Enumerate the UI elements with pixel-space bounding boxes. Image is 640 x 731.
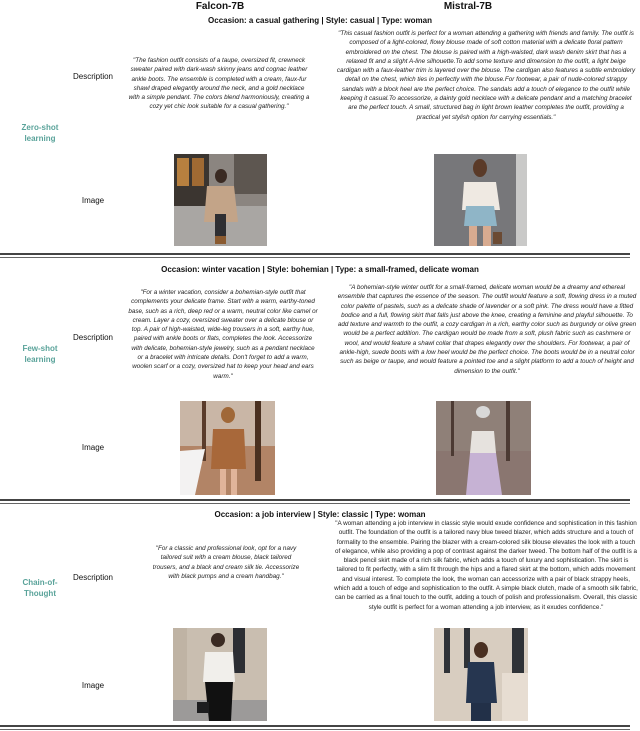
falcon-generated-image <box>180 401 275 495</box>
section-divider <box>0 257 630 258</box>
mistral-generated-image <box>436 401 531 495</box>
mistral-generated-image <box>434 154 527 246</box>
occasion-label: Occasion: a job interview | Style: classic | Type: woman <box>214 510 426 519</box>
method-label-line: learning <box>24 355 56 364</box>
method-label-line: Zero-shot <box>21 123 59 132</box>
method-label-line: learning <box>24 134 56 143</box>
row-label-image: Image <box>81 681 105 690</box>
column-header-mistral: Mistral-7B <box>443 1 493 12</box>
row-label-description: Description <box>72 72 113 81</box>
row-label-image: Image <box>81 196 105 205</box>
mistral-description: "A bohemian-style winter outfit for a small-framed, delicate woman would be a dreamy and ethereal ensemble that captures the essence of the season. The outfit would feature a soft, flowing dress in a muted color palette of pastels, such as a delicate shade of lavender or a soft pink. The dress would have a fitted bodice and a full, flowing skirt that falls just above the knee, creating a feminine and playful silhouette. To add texture and warmth to the outfit, a cozy cardigan in a rich, earthy color such as burgundy or olive green would be a perfect addition. The cardigan would be made from a soft, plush fabric such as cashmere or wool, and would feature a shawl collar that drapes elegantly over the shoulders. For footwear, a pair of ankle-high, suede boots with a low heel would be the perfect choice. The boots would be in a neutral color such as beige or taupe, and would feature a pointed toe and a slight platform to add a touch of height and dimension to the outfit." <box>337 284 637 375</box>
falcon-description: "For a winter vacation, consider a bohemian-style outfit that complements your delicate frame. Start with a warm, earthy-toned base, such as a rich, deep red or a warm, neutral color like camel or cream. Layer a cozy, oversized sweater over a delicate blouse or top. A pair of high-waisted, wide-leg trousers in a soft, earthy hue, paired with ankle boots or flats, completes the look. Accessorize with delicate, bohemian-style jewelry, such as a pendant necklace or a bracelet with intricate details. Don't forget to add a warm, woolen scarf or a cozy, oversized hat to keep your head and ears warm." <box>128 289 318 380</box>
mistral-generated-image <box>434 628 528 721</box>
column-header-falcon: Falcon-7B <box>195 1 245 12</box>
section-divider <box>0 499 630 501</box>
method-label-line: Thought <box>24 589 56 598</box>
falcon-description: "The fashion outfit consists of a taupe, oversized fit, crewneck sweater paired with dark-wash skinny jeans and cognac leather ankle boots. The ensemble is completed with a cream, faux-fur shawl draped elegantly around the neck, and a gold necklace with a simple pendant. The colors blend harmoniously, creating a cozy yet chic look suitable for a casual gathering." <box>128 57 310 111</box>
method-label-zero-shot <box>5 122 75 144</box>
section-divider <box>0 503 630 504</box>
occasion-label: Occasion: winter vacation | Style: bohemian | Type: a small-framed, delicate woman <box>161 265 479 274</box>
row-label-description: Description <box>72 333 113 342</box>
row-label-description: Description <box>72 573 113 582</box>
mistral-description: "A woman attending a job interview in classic style would exude confidence and sophistication in this fashion outfit. The foundation of the outfit is a tailored navy blue tweed blazer, which adds structure and a touch of formality to the ensemble. Pairing the blazer with a cream-colored silk blouse elevates the look with a touch of elegance, while also providing a pop of contrast against the darker tweed. The bottom half of the outfit is a black pencil skirt made of a rich silk fabric, which adds a touch of luxury and sophistication. The skirt is tailored to fit perfectly, with a slim fit through the hips and a flared skirt at the bottom, which adds movement and visual interest. To complete the look, the woman can accessorize with a pair of black strappy heels, which add a touch of edge and sophistication to the outfit. A simple black clutch, made of a smooth silk fabric, can be carried as a final touch to the outfit, adding a touch of polish and professionalism. Overall, this classic style outfit is perfect for a woman attending a job interview, as it exudes confidence." <box>334 520 638 611</box>
row-label-image: Image <box>81 443 105 452</box>
section-divider <box>0 253 630 255</box>
falcon-description: "For a classic and professional look, opt for a navy tailored suit with a cream blouse, black tailored trousers, and a black and cream silk tie. Accessorize with black pumps and a cream handbag." <box>152 545 300 580</box>
occasion-label: Occasion: a casual gathering | Style: casual | Type: woman <box>208 16 432 25</box>
falcon-generated-image <box>173 628 267 721</box>
falcon-generated-image <box>174 154 267 246</box>
section-divider <box>0 729 630 730</box>
mistral-description: "This casual fashion outfit is perfect for a woman attending a gathering with friends and family. The outfit is composed of a light-colored, flowy blouse made of soft cotton material with a delicate floral pattern embroidered on the chest. The blouse is paired with a high-waisted, dark wash denim skirt that has a relaxed fit and a slight A-line silhouette.To add some texture and dimension to the outfit, a light beige cardigan with a faux-leather trim is layered over the blouse. The cardigan also features a subtle embroidery detail on the chest, which ties in perfectly with the blouse.For footwear, a pair of nude-colored strappy sandals with a block heel are the perfect choice. The sandals add a touch of elegance to the outfit while keeping it casual.To accessorize, a dainty gold necklace with a delicate pendant and a matching bracelet are the perfect touch. A small, structured bag in light brown leather completes the outfit, providing a practical yet stylish option for carrying essentials." <box>336 30 636 121</box>
section-divider <box>0 725 630 727</box>
method-label-line: Chain-of- <box>22 578 58 587</box>
method-label-few-shot <box>5 343 75 365</box>
method-label-line: Few-shot <box>22 344 58 353</box>
